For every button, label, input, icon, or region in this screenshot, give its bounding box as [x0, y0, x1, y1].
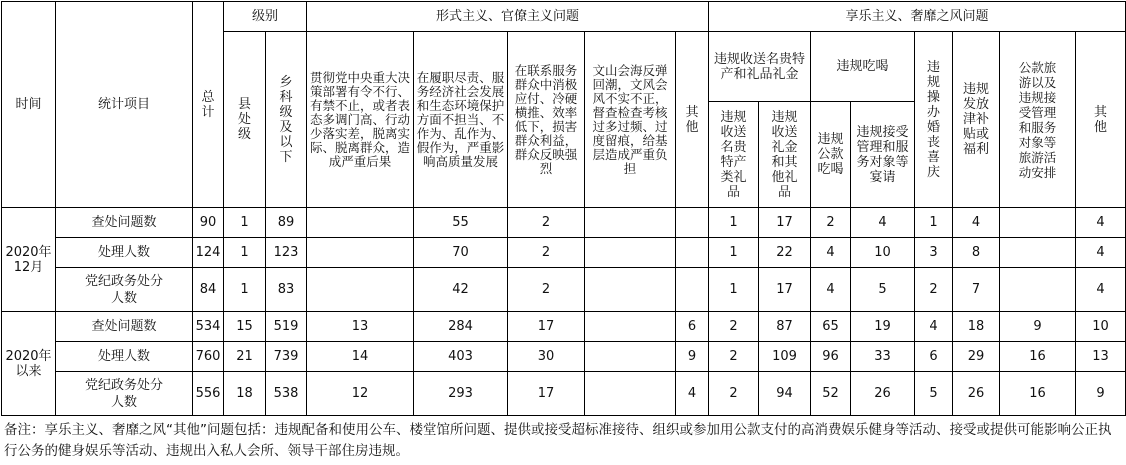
- header-subsidy: 违规发放津补贴或福利: [953, 32, 1000, 208]
- cell-wed: 1: [915, 208, 953, 238]
- cell-g2: 22: [759, 238, 811, 268]
- cell-f3: 2: [508, 208, 585, 238]
- cell-town: 123: [266, 238, 307, 268]
- cell-e1: 52: [811, 372, 851, 416]
- cell-total: 556: [193, 372, 224, 416]
- header-item: 统计项目: [56, 2, 193, 208]
- cell-e2: 10: [851, 238, 915, 268]
- cell-town: 89: [266, 208, 307, 238]
- header-wedding: 违规操办婚丧喜庆: [915, 32, 953, 208]
- header-formalism: 形式主义、官僚主义问题: [307, 2, 709, 32]
- row-item: 处理人数: [56, 342, 193, 372]
- cell-e1: 65: [811, 312, 851, 342]
- cell-e2: 33: [851, 342, 915, 372]
- cell-other: 13: [1076, 342, 1126, 372]
- cell-g2: 87: [759, 312, 811, 342]
- cell-g1: 2: [709, 342, 759, 372]
- cell-travel: 16: [1000, 372, 1076, 416]
- cell-county: 1: [224, 268, 266, 312]
- cell-f1: [307, 268, 414, 312]
- cell-f1: [307, 238, 414, 268]
- cell-f2: 403: [414, 342, 508, 372]
- cell-travel: [1000, 238, 1076, 268]
- statistics-table: [1, 1, 1126, 416]
- cell-other: 4: [1076, 268, 1126, 312]
- cell-g2: 17: [759, 208, 811, 238]
- cell-f1: 14: [307, 342, 414, 372]
- cell-f1: 13: [307, 312, 414, 342]
- cell-f4: [585, 268, 676, 312]
- cell-county: 1: [224, 238, 266, 268]
- cell-f5: 4: [676, 372, 709, 416]
- cell-f3: 30: [508, 342, 585, 372]
- cell-f3: 17: [508, 372, 585, 416]
- header-eat2: 违规接受管理和服务对象等宴请: [851, 102, 915, 208]
- row-item: 查处问题数: [56, 312, 193, 342]
- header-township: 乡科级及以下: [266, 32, 307, 208]
- cell-total: 760: [193, 342, 224, 372]
- cell-f5: [676, 208, 709, 238]
- cell-f4: [585, 342, 676, 372]
- row-item: 党纪政务处分人数: [56, 268, 193, 312]
- cell-town: 739: [266, 342, 307, 372]
- header-other: 其他: [1076, 32, 1126, 208]
- header-f5: 其他: [676, 32, 709, 208]
- header-eat: 违规吃喝: [811, 32, 915, 102]
- cell-g1: 2: [709, 312, 759, 342]
- cell-f1: [307, 208, 414, 238]
- cell-travel: 16: [1000, 342, 1076, 372]
- cell-f2: 293: [414, 372, 508, 416]
- cell-f3: 2: [508, 268, 585, 312]
- header-gift2: 违规收送礼金和其他礼品: [759, 102, 811, 208]
- cell-county: 18: [224, 372, 266, 416]
- cell-other: 4: [1076, 238, 1126, 268]
- header-gift1: 违规收送名贵特产类礼品: [709, 102, 759, 208]
- cell-sub: 4: [953, 208, 1000, 238]
- cell-e2: 5: [851, 268, 915, 312]
- cell-county: 21: [224, 342, 266, 372]
- cell-e1: 96: [811, 342, 851, 372]
- cell-e2: 19: [851, 312, 915, 342]
- cell-e1: 4: [811, 268, 851, 312]
- cell-f3: 2: [508, 238, 585, 268]
- header-gift: 违规收送名贵特产和礼品礼金: [709, 32, 811, 102]
- cell-f2: 55: [414, 208, 508, 238]
- period-cell: 2020年12月: [2, 208, 56, 312]
- cell-f4: [585, 238, 676, 268]
- header-f2: 在履职尽责、服务经济社会发展和生态环境保护方面不担当、不作为、乱作为、假作为，严重影响高质量发展: [414, 32, 508, 208]
- cell-e2: 26: [851, 372, 915, 416]
- header-level: 级别: [224, 2, 307, 32]
- cell-other: 9: [1076, 372, 1126, 416]
- header-county: 县处级: [224, 32, 266, 208]
- cell-f2: 284: [414, 312, 508, 342]
- cell-sub: 18: [953, 312, 1000, 342]
- cell-g1: 1: [709, 268, 759, 312]
- cell-e1: 2: [811, 208, 851, 238]
- cell-wed: 3: [915, 238, 953, 268]
- cell-wed: 4: [915, 312, 953, 342]
- cell-total: 90: [193, 208, 224, 238]
- cell-f4: [585, 372, 676, 416]
- cell-f3: 17: [508, 312, 585, 342]
- cell-other: 4: [1076, 208, 1126, 238]
- cell-town: 519: [266, 312, 307, 342]
- cell-g1: 1: [709, 208, 759, 238]
- header-total: 总计: [193, 2, 224, 208]
- cell-wed: 6: [915, 342, 953, 372]
- cell-county: 1: [224, 208, 266, 238]
- cell-other: 10: [1076, 312, 1126, 342]
- cell-g1: 2: [709, 372, 759, 416]
- cell-total: 534: [193, 312, 224, 342]
- row-item: 处理人数: [56, 238, 193, 268]
- header-time: 时间: [2, 2, 56, 208]
- header-f3: 在联系服务群众中消极应付、冷硬横推、效率低下，损害群众利益，群众反映强烈: [508, 32, 585, 208]
- cell-travel: [1000, 208, 1076, 238]
- cell-f2: 70: [414, 238, 508, 268]
- cell-sub: 7: [953, 268, 1000, 312]
- row-item: 查处问题数: [56, 208, 193, 238]
- cell-f1: 12: [307, 372, 414, 416]
- header-hedonism: 享乐主义、奢靡之风问题: [709, 2, 1126, 32]
- footnote: 备注：享乐主义、奢靡之风“其他”问题包括：违规配备和使用公车、楼堂馆所问题、提供或接受超标准接待、组织或参加用公款支付的高消费娱乐健身等活动、接受或提供可能影响公正执行公务的健身娱乐等活动、违规出入私人会所、领导干部住房违规。: [4, 422, 1112, 459]
- header-eat1: 违规公款吃喝: [811, 102, 851, 208]
- period-cell: 2020年以来: [2, 312, 56, 416]
- cell-f4: [585, 312, 676, 342]
- cell-f5: [676, 268, 709, 312]
- cell-e1: 4: [811, 238, 851, 268]
- cell-town: 538: [266, 372, 307, 416]
- cell-f4: [585, 208, 676, 238]
- cell-f5: 9: [676, 342, 709, 372]
- row-item: 党纪政务处分人数: [56, 372, 193, 416]
- header-f4: 文山会海反弹回潮，文风会风不实不正，督查检查考核过多过频、过度留痕，给基层造成严重负担: [585, 32, 676, 208]
- cell-total: 84: [193, 268, 224, 312]
- cell-total: 124: [193, 238, 224, 268]
- cell-sub: 26: [953, 372, 1000, 416]
- cell-sub: 29: [953, 342, 1000, 372]
- cell-town: 83: [266, 268, 307, 312]
- header-f1: 贯彻党中央重大决策部署有令不行、有禁不止，或者表态多调门高、行动少落实差，脱离实际、脱离群众，造成严重后果: [307, 32, 414, 208]
- cell-f5: 6: [676, 312, 709, 342]
- cell-f5: [676, 238, 709, 268]
- cell-travel: 9: [1000, 312, 1076, 342]
- cell-f2: 42: [414, 268, 508, 312]
- cell-g2: 17: [759, 268, 811, 312]
- header-travel: 公款旅游以及违规接受管理和服务对象等旅游活动安排: [1000, 32, 1076, 208]
- cell-wed: 2: [915, 268, 953, 312]
- cell-g2: 94: [759, 372, 811, 416]
- cell-sub: 8: [953, 238, 1000, 268]
- cell-wed: 5: [915, 372, 953, 416]
- cell-travel: [1000, 268, 1076, 312]
- cell-e2: 4: [851, 208, 915, 238]
- cell-g1: 1: [709, 238, 759, 268]
- cell-g2: 109: [759, 342, 811, 372]
- cell-county: 15: [224, 312, 266, 342]
